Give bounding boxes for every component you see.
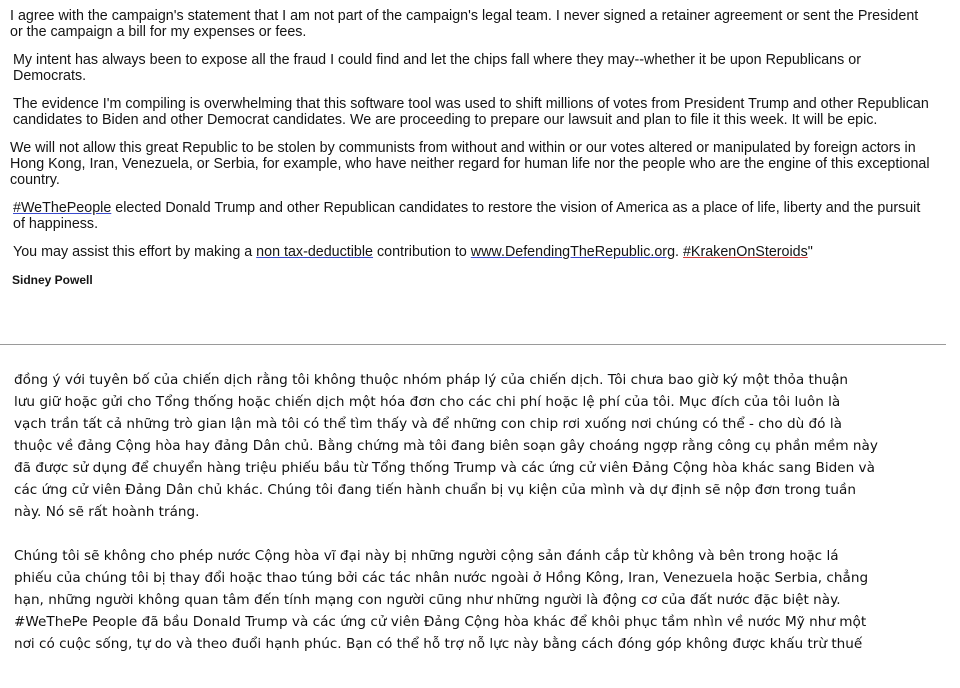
website-link: www.DefendingTheRepublic.org [470,244,676,260]
non-tax-deductible-text: non tax-deductible [256,244,374,260]
vietnamese-line: đồng ý với tuyên bố của chiến dịch rằng tôi không thuộc nhóm pháp lý của chiến dịch. Tôi chưa bao giờ ký một thỏa thuận [14,372,849,388]
vietnamese-paragraph-1 [14,369,952,523]
paragraph-6-intro: You may assist this effort by making a [13,244,257,260]
vietnamese-translation [0,369,960,655]
signature: Sidney Powell [12,273,93,287]
section-divider [0,344,946,345]
vietnamese-line: đã được sử dụng để chuyển hàng triệu phiếu bầu từ Tổng thống Trump và các ứng cử viên Đảng Cộng hòa khác sang Biden và [14,460,875,476]
paragraph-5-text: elected Donald Trump and other Republican candidates to restore the vision of America as a place of life, liberty and the pursuit of happiness. [13,200,921,232]
english-paragraph-6 [10,244,930,260]
english-paragraph-4: We will not allow this great Republic to be stolen by communists from without and within or our votes altered or manipulated by foreign actors in Hong Kong, Iran, Venezuela, or Serbia, for example, who have neither regard for human life nor the people who are the engine of this exceptional country. [10,140,930,188]
english-paragraph-3: The evidence I'm compiling is overwhelming that this software tool was used to shift millions of votes from President Trump and other Republican candidates to Biden and other Democrat candidates. We are proceeding to prepare our lawsuit and plan to file it this week. It will be epic. [13,96,929,128]
english-paragraph-2: My intent has always been to expose all the fraud I could find and let the chips fall where they may--whether it be upon Republicans or Democrats. [13,52,861,84]
vietnamese-line: vạch trần tất cả những trò gian lận mà tôi có thể tìm thấy và để những con chip rơi xuống nơi chúng có thể - cho dù đó là [14,416,842,432]
vietnamese-line: các ứng cử viên Đảng Dân chủ khác. Chúng tôi đang tiến hành chuẩn bị vụ kiện của mình và dự định sẽ nộp đơn trong tuần [14,482,856,498]
paragraph-6-middle: contribution to [373,244,471,260]
vietnamese-paragraph-2 [14,545,952,655]
hashtag-wethepeople: #WeThePeople [13,200,112,216]
vietnamese-line: hạn, những người không quan tâm đến tính mạng con người cũng như những người là động cơ của đất nước đặc biệt này. [14,592,841,608]
vietnamese-line: Chúng tôi sẽ không cho phép nước Cộng hòa vĩ đại này bị những người cộng sản đánh cắp từ không và bên trong hoặc lá [14,548,839,564]
vietnamese-line: nơi có cuộc sống, tự do và theo đuổi hạnh phúc. Bạn có thể hỗ trợ nỗ lực này bằng cách đóng góp không được khấu trừ thuế [14,636,863,652]
vietnamese-line: lưu giữ hoặc gửi cho Tổng thống hoặc chiến dịch một hóa đơn cho các chi phí hoặc lệ phí của tôi. Mục đích của tôi luôn là [14,394,841,410]
vietnamese-line: này. Nó sẽ rất hoành tráng. [14,504,200,520]
hashtag-krakenonsteroids: #KrakenOnSteroids [682,244,808,260]
vietnamese-line: thuộc về đảng Cộng hòa hay đảng Dân chủ. Bằng chứng mà tôi đang biên soạn gây choáng ngợp rằng công cụ phần mềm này [14,438,878,454]
english-paragraph-5 [10,200,930,232]
english-paragraph-1: I agree with the campaign's statement that I am not part of the campaign's legal team. I never signed a retainer agreement or sent the President or the campaign a bill for my expenses or fees. [10,8,919,40]
closing-quote: " [807,244,813,260]
vietnamese-line: phiếu của chúng tôi bị thay đổi hoặc thao túng bởi các tác nhân nước ngoài ở Hồng Kông, Iran, Venezuela hoặc Serbia, chẳng [14,570,869,586]
english-statement [0,0,960,342]
vietnamese-line: #WeThePe People đã bầu Donald Trump và các ứng cử viên Đảng Cộng hòa khác để khôi phục tầm nhìn về nước Mỹ như một [14,614,867,630]
paragraph-6-period: . [675,244,683,260]
